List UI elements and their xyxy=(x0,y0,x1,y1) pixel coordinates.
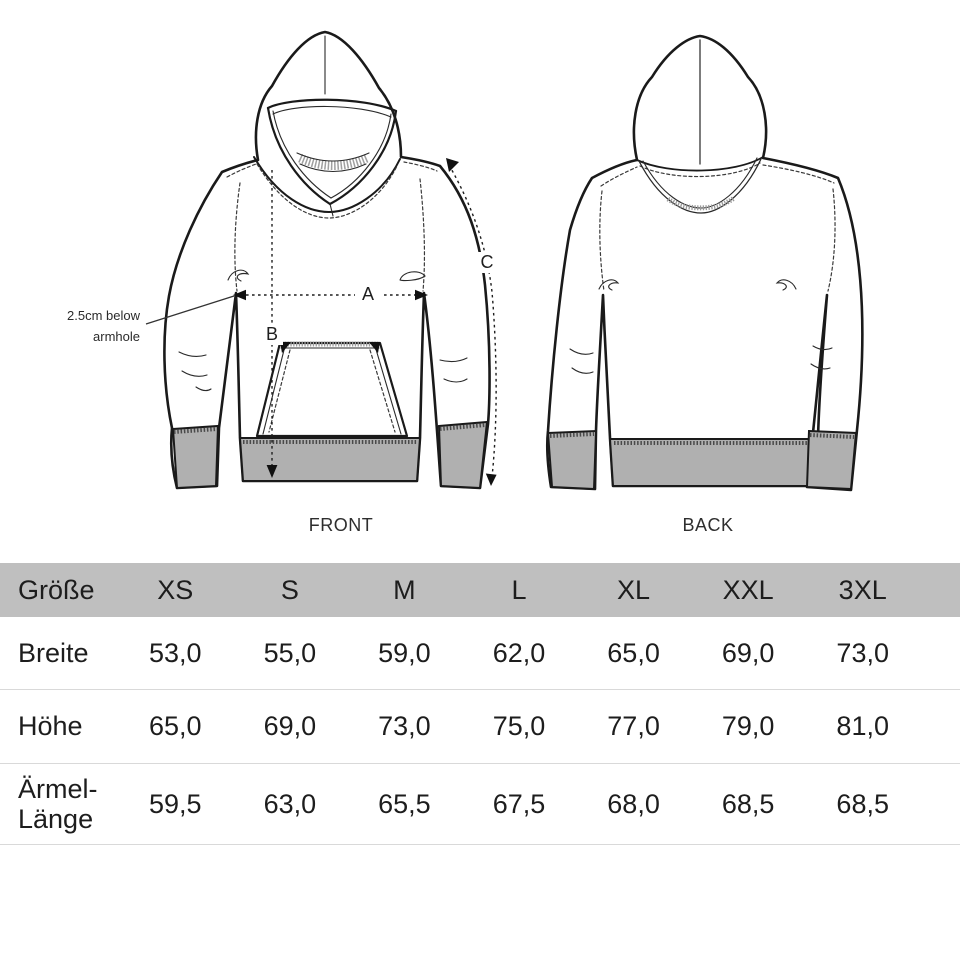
breite-l: 62,0 xyxy=(492,637,546,668)
aermel-xs: 59,5 xyxy=(149,788,202,819)
size-table-row-breite xyxy=(0,617,960,690)
hoehe-xxl: 79,0 xyxy=(721,711,775,741)
armhole-note-line2: armhole xyxy=(93,329,140,344)
aermel-xxl: 68,5 xyxy=(721,788,775,819)
armhole-note-line1: 2.5cm below xyxy=(67,308,140,323)
breite-xl: 65,0 xyxy=(607,637,660,668)
front-hoodie-drawing xyxy=(146,32,497,488)
back-hoodie-drawing xyxy=(547,36,862,490)
measure-b-label: B xyxy=(261,324,283,345)
row-label-aermel-laenge: Ärmel-Länge xyxy=(18,773,98,834)
measure-c-label: C xyxy=(477,252,497,273)
hoehe-m: 73,0 xyxy=(378,711,431,741)
back-left-cuff xyxy=(548,431,596,489)
measure-a-label: A xyxy=(355,284,381,305)
front-right-cuff xyxy=(439,422,487,488)
back-silhouette xyxy=(547,36,862,490)
header-groesse: Größe xyxy=(18,574,95,605)
size-table-row-aermel-laenge xyxy=(0,764,960,845)
back-hem-band xyxy=(610,439,818,486)
row-label-hoehe: Höhe xyxy=(18,711,83,741)
kangaroo-pocket xyxy=(257,342,407,436)
hoehe-xs: 65,0 xyxy=(149,711,202,741)
breite-xs: 53,0 xyxy=(149,637,202,668)
header-xs: XS xyxy=(157,574,194,605)
hoehe-xl: 77,0 xyxy=(607,711,660,741)
size-table xyxy=(0,563,960,845)
back-view-label: BACK xyxy=(682,515,734,535)
hoehe-3xl: 81,0 xyxy=(836,711,889,741)
back-right-cuff xyxy=(807,431,856,489)
breite-s: 55,0 xyxy=(263,637,317,668)
aermel-3xl: 68,5 xyxy=(836,788,889,819)
hoehe-l: 75,0 xyxy=(492,711,546,741)
hoehe-s: 69,0 xyxy=(263,711,317,741)
header-s: S xyxy=(280,574,299,605)
breite-xxl: 69,0 xyxy=(721,637,775,668)
row-label-breite: Breite xyxy=(18,637,89,668)
aermel-xl: 68,0 xyxy=(607,788,660,819)
header-m: M xyxy=(393,574,416,605)
front-view-label: FRONT xyxy=(308,515,374,535)
aermel-s: 63,0 xyxy=(263,788,317,819)
breite-m: 59,0 xyxy=(378,637,431,668)
size-table-row-hoehe xyxy=(0,690,960,764)
front-hem-band xyxy=(240,438,420,481)
armhole-note xyxy=(40,305,140,347)
front-left-cuff xyxy=(173,426,218,488)
header-xxl: XXL xyxy=(722,574,774,605)
size-table-header xyxy=(0,563,960,617)
header-xl: XL xyxy=(617,574,651,605)
breite-3xl: 73,0 xyxy=(836,637,889,668)
aermel-l: 67,5 xyxy=(492,788,546,819)
header-l: L xyxy=(511,574,527,605)
aermel-m: 65,5 xyxy=(378,788,431,819)
header-3xl: 3XL xyxy=(838,574,887,605)
